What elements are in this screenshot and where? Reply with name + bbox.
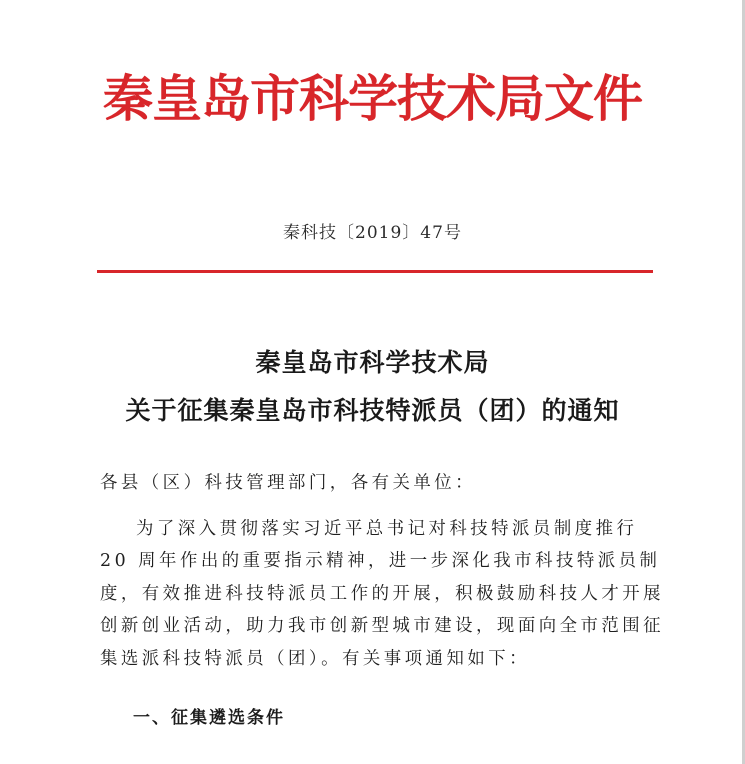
paragraph-line: 为了深入贯彻落实习近平总书记对科技特派员制度推行	[136, 519, 638, 539]
document-number: 秦科技〔2019〕47号	[283, 223, 462, 243]
masthead-title: 秦皇岛市科学技术局文件	[103, 69, 642, 128]
paragraph-line: 20 周年作出的重要指示精神，进一步深化我市科技特派员制	[100, 551, 661, 571]
section-heading: 一、征集遴选条件	[133, 708, 285, 728]
notice-title-line-1: 秦皇岛市科学技术局	[255, 348, 490, 377]
paragraph-line: 度，有效推进科技特派员工作的开展，积极鼓励科技人才开展	[100, 584, 665, 604]
notice-title-line-2: 关于征集秦皇岛市科技特派员（团）的通知	[125, 396, 620, 425]
red-divider	[97, 270, 653, 273]
paragraph-line: 创新创业活动，助力我市创新型城市建设，现面向全市范围征	[100, 616, 665, 636]
salutation: 各县（区）科技管理部门，各有关单位：	[100, 473, 477, 493]
paragraph-line: 集选派科技特派员（团）。有关事项通知如下：	[100, 649, 531, 669]
